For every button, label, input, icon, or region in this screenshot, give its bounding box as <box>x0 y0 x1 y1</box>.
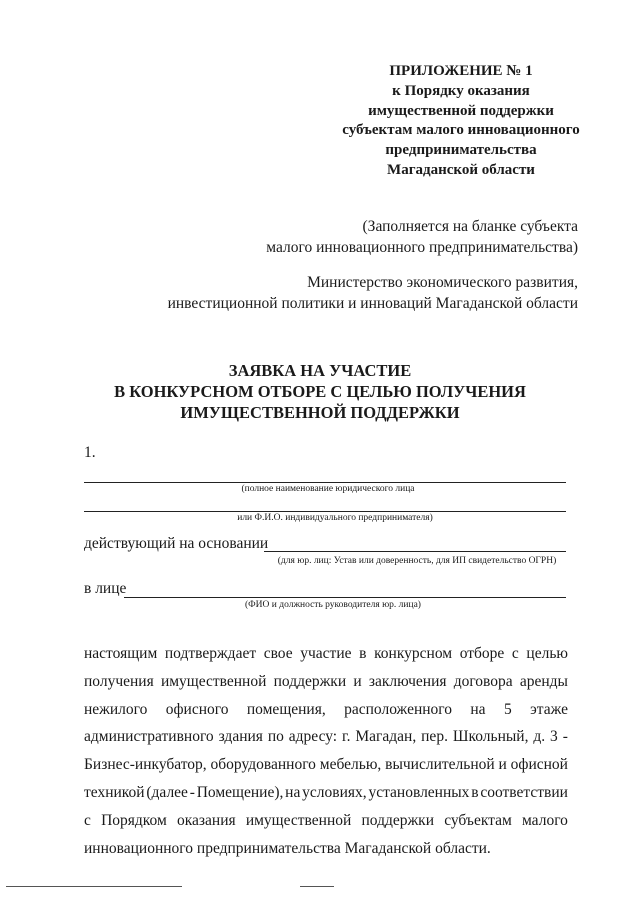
appendix-title: ПРИЛОЖЕНИЕ № 1 <box>389 63 533 79</box>
body-line: Бизнес-инкубатор, оборудованного мебелью, вычислительной и офисной <box>84 756 568 774</box>
title-line: ИМУЩЕСТВЕННОЙ ПОДДЕРЖКИ <box>180 403 460 422</box>
appendix-header <box>318 62 604 181</box>
person-caption: (ФИО и должность руководителя юр. лица) <box>245 600 421 610</box>
full-name-field[interactable] <box>84 482 566 483</box>
addressee-line: Министерство экономического развития, <box>307 274 578 291</box>
addressee-line: инвестиционной политики и инноваций Магаданской области <box>167 295 578 312</box>
body-line: с Порядком оказания имущественной поддержки субъектам малого <box>84 811 568 829</box>
appendix-line: к Порядку оказания <box>392 82 530 99</box>
footer-rule <box>300 886 334 887</box>
body-paragraph <box>84 640 568 862</box>
appendix-line: имущественной поддержки <box>368 102 554 119</box>
body-line: техникой (далее - Помещение), на условиях, установленных в соответствии <box>84 783 568 801</box>
title-line: ЗАЯВКА НА УЧАСТИЕ <box>228 361 412 380</box>
body-line: настоящим подтверждает свое участие в конкурсном отборе с целью <box>84 645 568 662</box>
appendix-line: предпринимательства <box>385 142 537 159</box>
full-name-caption: (полное наименование юридического лица <box>241 484 415 494</box>
appendix-line: субъектам малого инновационного <box>342 122 580 139</box>
person-field[interactable] <box>124 597 566 598</box>
body-line: получения имущественной поддержки и заключения договора аренды <box>84 672 568 690</box>
blank-note-line: (Заполняется на бланке субъекта <box>362 218 578 235</box>
document-title <box>0 360 640 423</box>
basis-caption: (для юр. лиц: Устав или доверенность, для ИП свидетельство ОГРН) <box>277 556 557 566</box>
blank-note <box>266 216 578 258</box>
body-line: административного здания по адресу: г. Магадан, пер. Школьный, д. 3 - <box>84 728 568 746</box>
basis-field[interactable] <box>264 551 566 552</box>
body-line-last: инновационного предпринимательства Магаданской области. <box>84 839 491 857</box>
item-number: 1. <box>84 444 96 461</box>
footer-rule <box>6 886 182 887</box>
blank-note-line: малого инновационного предпринимательства) <box>266 239 578 256</box>
basis-label: действующий на основании <box>84 535 269 552</box>
ip-name-field[interactable] <box>84 511 566 512</box>
addressee <box>168 272 578 314</box>
title-line: В КОНКУРСНОМ ОТБОРЕ С ЦЕЛЬЮ ПОЛУЧЕНИЯ <box>114 382 526 401</box>
appendix-line: Магаданской области <box>387 161 535 178</box>
person-label: в лице <box>84 580 127 597</box>
ip-name-caption: или Ф.И.О. индивидуального предпринимателя) <box>237 513 433 523</box>
body-line: нежилого офисного помещения, расположенного на 5 этаже <box>84 700 568 718</box>
